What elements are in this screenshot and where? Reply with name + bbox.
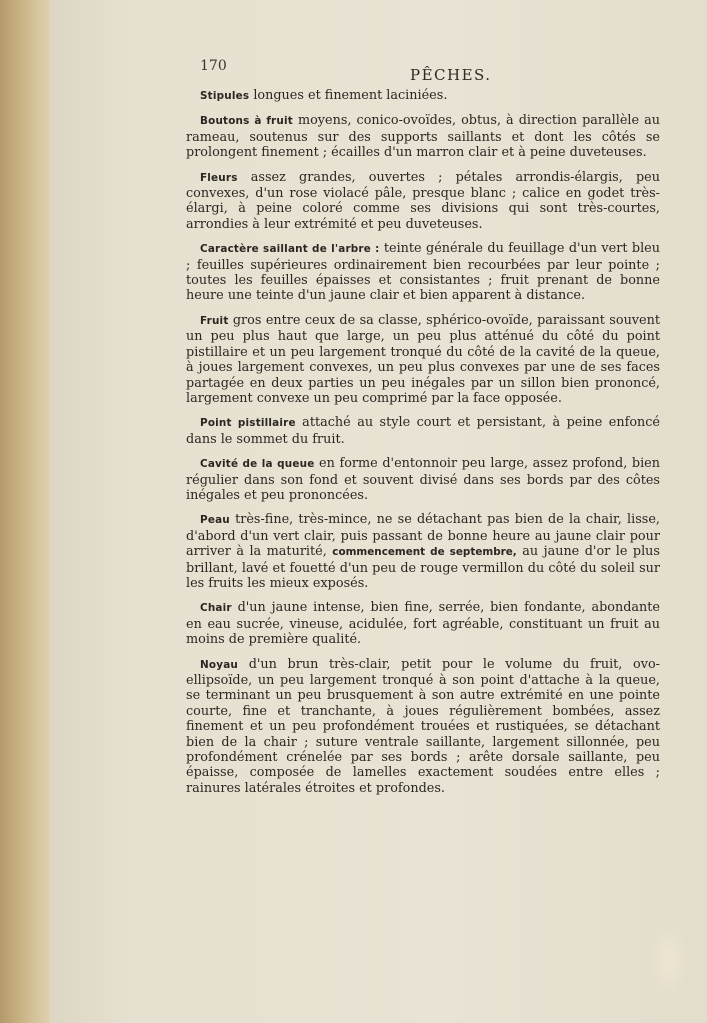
lead-term: Noyau (200, 658, 239, 671)
paragraph-text: très-fine, très-mince, ne se détachant pas bien de la chair, lisse, d'abord d'un vert clair, puis passant de bonne heure au jaune clair pour arriver à la maturité, (186, 512, 660, 560)
lead-term: Fleurs (200, 171, 238, 184)
paragraph-boutons (186, 113, 660, 160)
paragraph-text: longues et finement laciniées. (249, 88, 448, 103)
paragraph-text: gros entre ceux de sa classe, sphérico-ovoïde, paraissant souvent un peu plus haut que large, un peu plus atténué du côté du point pistillaire et un peu largement tronqué du côté de la cavité de la queue, à joues largement convexes, un peu plus convexes par une de ses faces partagée en deux parties un peu inégales par un sillon bien prononcé, largement convexe un peu comprimé par la face opposée. (186, 312, 660, 406)
paragraph-fruit (186, 313, 660, 406)
paragraph-noyau (186, 657, 660, 797)
lead-term: Fruit (200, 314, 229, 327)
paragraph-text: en forme d'entonnoir peu large, assez profond, bien régulier dans son fond et souvent divisé dans ses bords par des côtes inégales et peu prononcées. (186, 456, 660, 503)
paper-stain (649, 925, 689, 995)
paragraph-point-pistillaire (186, 415, 660, 447)
lead-term: Cavité de la queue (200, 458, 315, 471)
lead-term: Peau (200, 514, 230, 527)
paragraph-text: d'un jaune intense, bien fine, serrée, bien fondante, abondante en eau sucrée, vineuse, acidulée, fort agréable, constituant un fruit au moins de première qualité. (186, 600, 660, 648)
lead-term: Point pistillaire (200, 417, 296, 430)
paragraph-peau (186, 512, 660, 591)
paragraph-chair (186, 600, 660, 647)
lead-term: Caractère saillant de l'arbre : (200, 243, 380, 256)
paragraph-text: au jaune d'or le plus brillant, lavé et fouetté d'un peu de rouge vermillon du côté du soleil sur les fruits les mieux exposés. (186, 544, 660, 591)
paragraph-caractere (186, 241, 660, 304)
paragraph-stipules (186, 88, 660, 104)
lead-term: Boutons à fruit (200, 115, 293, 128)
paragraph-text: attaché au style court et persistant, à peine enfoncé dans le sommet du fruit. (186, 415, 661, 447)
lead-term: Chair (200, 602, 232, 615)
page-header (50, 58, 707, 88)
lead-term: Stipules (200, 90, 250, 102)
body-text (186, 88, 660, 805)
running-title: PÊCHES. (410, 66, 492, 84)
paragraph-text: moyens, conico-ovoïdes, obtus, à direction parallèle au rameau, soutenus sur des supports saillants et dont les côtés se prolongent finement ; écailles d'un marron clair et à peine duveteuses. (186, 113, 660, 161)
book-page (50, 0, 707, 1023)
paragraph-fleurs (186, 170, 660, 233)
page-number: 170 (200, 58, 227, 74)
emphasis-text: commencement de septembre, (332, 546, 517, 559)
paragraph-text: teinte générale du feuillage d'un vert bleu ; feuilles supérieures ordinairement bien recourbées par leur pointe ; toutes les feuilles épaisses et consistantes ; fruit prenant de bonne heure une teinte d'un jaune clair et bien apparent à distance. (186, 241, 660, 304)
paragraph-text: d'un brun très-clair, petit pour le volume du fruit, ovo-ellipsoïde, un peu largement tronqué à son point d'attache à la queue, se terminant un peu brusquement à son autre extrémité en une pointe courte, fine et tranchante, à joues régulièrement bombées, assez finement et un peu profondément trouées et rustiquées, se détachant bien de la chair ; suture ventrale saillante, largement sillonnée, peu profondément crénelée par ses bords ; arête dorsale saillante, peu épaisse, composée de lamelles exactement soudées entre elles ; rainures latérales étroites et profondes. (186, 656, 660, 796)
paragraph-cavite (186, 456, 660, 503)
paragraph-text: assez grandes, ouvertes ; pétales arrondis-élargis, peu convexes, d'un rose violacé pâle, presque blanc ; calice en godet très-élargi, à peine coloré comme ses divisions qui sont très-courtes, arrondies à leur extrémité et peu duveteuses. (186, 169, 660, 232)
